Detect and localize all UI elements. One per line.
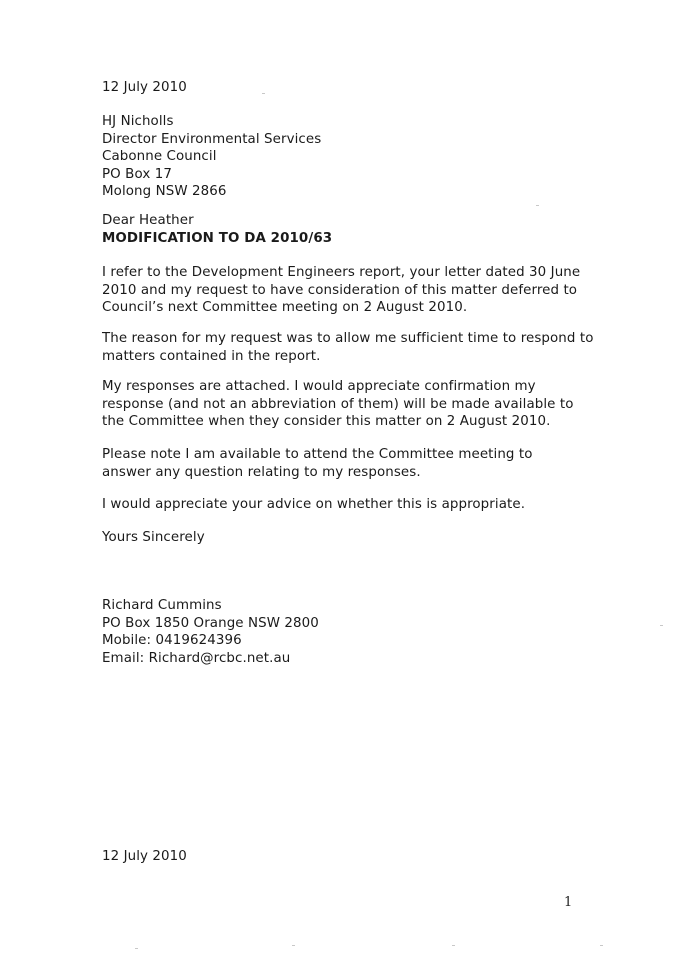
- body-paragraph-5: I would appreciate your advice on whether this is appropriate.: [102, 497, 526, 512]
- scan-speck: [660, 625, 663, 626]
- recipient-title: Director Environmental Services: [102, 131, 322, 147]
- closing: Yours Sincerely: [102, 530, 205, 545]
- sender-email: Email: Richard@rcbc.net.au: [102, 650, 291, 666]
- scan-speck: [536, 205, 539, 206]
- scan-speck: [135, 948, 138, 949]
- paragraph-line: My responses are attached. I would appreciate confirmation my: [102, 379, 536, 394]
- paragraph-line: answer any question relating to my responses.: [102, 464, 421, 480]
- scan-speck: [292, 945, 295, 946]
- paragraph-line: the Committee when they consider this matter on 2 August 2010.: [102, 414, 551, 429]
- paragraph-line: response (and not an abbreviation of them) will be made available to: [102, 396, 574, 412]
- recipient-locality: Molong NSW 2866: [102, 184, 227, 199]
- signature-block: [102, 597, 582, 667]
- paragraph-line: 2010 and my request to have consideration of this matter deferred to: [102, 282, 578, 298]
- paragraph-line: Council’s next Committee meeting on 2 August 2010.: [102, 300, 468, 315]
- paragraph-line: I refer to the Development Engineers report, your letter dated 30 June: [102, 265, 581, 280]
- recipient-address: [102, 113, 582, 201]
- scan-speck: [600, 945, 603, 946]
- recipient-organisation: Cabonne Council: [102, 149, 217, 164]
- body-paragraph-3: [102, 378, 582, 431]
- paragraph-line: The reason for my request was to allow me sufficient time to respond to: [102, 331, 594, 346]
- body-paragraph-4: [102, 446, 582, 481]
- salutation: Dear Heather: [102, 213, 194, 228]
- paragraph-line: matters contained in the report.: [102, 348, 321, 364]
- subject-line: MODIFICATION TO DA 2010/63: [102, 231, 333, 246]
- sender-mobile: Mobile: 0419624396: [102, 633, 242, 648]
- sender-address: PO Box 1850 Orange NSW 2800: [102, 615, 319, 631]
- page-number: 1: [564, 895, 573, 910]
- body-paragraph-2: [102, 330, 594, 365]
- body-paragraph-1: [102, 264, 582, 317]
- paragraph-line: Please note I am available to attend the Committee meeting to: [102, 447, 533, 462]
- scan-speck: [262, 93, 265, 94]
- recipient-po-box: PO Box 17: [102, 166, 172, 182]
- sender-name: Richard Cummins: [102, 598, 222, 613]
- recipient-name: HJ Nicholls: [102, 114, 174, 129]
- letter-date: 12 July 2010: [102, 80, 187, 95]
- footer-date: 12 July 2010: [102, 849, 187, 864]
- scan-speck: [452, 945, 455, 946]
